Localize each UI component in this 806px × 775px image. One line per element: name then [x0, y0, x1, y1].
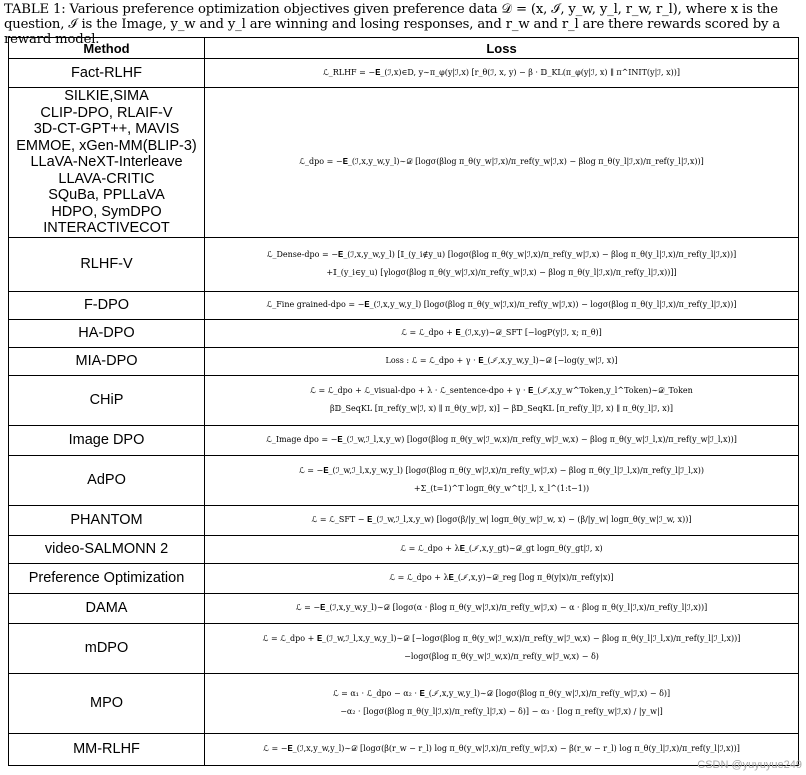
method-cell	[9, 455, 205, 505]
loss-formula-cell	[205, 59, 799, 88]
objectives-table	[8, 37, 799, 766]
method-cell	[9, 733, 205, 765]
method-name: DAMA	[85, 599, 128, 616]
loss-formula-line: ℒ = α₁ · ℒ_dpo − α₂ · 𝐄_(ℐ,x,y_w,y_l)∼𝒟 [logσ(βlog π_θ(y_w|ℐ,x)/π_ref(y_w|ℐ,x) − δ)]	[332, 689, 671, 698]
loss-formula-line: β𝔻_SeqKL [π_ref(y_w|ℐ, x) ∥ π_θ(y_w|ℐ, x)] − β𝔻_SeqKL [π_ref(y_l|ℐ, x) ∥ π_θ(y_l|ℐ, x)]	[329, 404, 674, 413]
method-name: EMMOE, xGen-MM(BLIP-3)	[16, 137, 197, 154]
method-name: video-SALMONN 2	[44, 540, 169, 557]
method-cell	[9, 505, 205, 535]
loss-formula-line: ℒ = −𝐄_(ℐ,x,y_w,y_l)∼𝒟 [logσ(β(r_w − r_l) log π_θ(y_w|ℐ,x)/π_ref(y_w|ℐ,x) − β(r_w − r_l) log π_θ(y_l|ℐ,x)/π_ref(y_l|ℐ,x))]	[263, 744, 740, 753]
loss-formula-cell	[205, 623, 799, 673]
method-cell	[9, 291, 205, 319]
loss-formula-line: ℒ = ℒ_dpo + 𝐄_(ℐ_w,ℐ_l,x,y_w,y_l)∼𝒟 [−logσ(βlog π_θ(y_w|ℐ_w,x)/π_ref(y_w|ℐ_w,x) − βlog π_θ(y_l|ℐ_l,x)/π_ref(y_l|ℐ_l,x))]	[262, 634, 741, 643]
loss-formula-cell	[205, 375, 799, 425]
loss-formula-line: ℒ_Image dpo = −𝐄_(ℐ_w,ℐ_l,x,y_w) [logσ(βlog π_θ(y_w|ℐ_w,x)/π_ref(y_w|ℐ_w,x) − βlog π_θ(y_w|ℐ_l,x)/π_ref(y_w|ℐ_l,x))]	[266, 435, 737, 444]
method-name: RLHF-V	[80, 255, 133, 272]
table-row	[9, 237, 799, 291]
method-name: mDPO	[84, 639, 129, 656]
loss-formula-line: ℒ = ℒ_dpo + 𝐄_(ℐ,x,y)∼𝒟_SFT [−logP(y|ℐ, x; π_θ)]	[401, 328, 602, 337]
loss-formula-cell	[205, 455, 799, 505]
method-cell	[9, 59, 205, 88]
method-name: MM-RLHF	[73, 740, 140, 757]
loss-formula-line: ℒ_Dense-dpo = −𝐄_(ℐ,x,y_w,y_l) [𝕀_(y_i∉y_u) [logσ(βlog π_θ(y_w|ℐ,x)/π_ref(y_w|ℐ,x) − βlog π_θ(y_l|ℐ,x)/π_ref(y_l|ℐ,x))]	[266, 250, 737, 259]
loss-formula-cell	[205, 319, 799, 347]
table-row	[9, 623, 799, 673]
method-cell	[9, 623, 205, 673]
method-name: MPO	[89, 694, 124, 711]
method-name: PHANTOM	[70, 511, 143, 528]
loss-formula-cell	[205, 505, 799, 535]
method-name: SILKIE,SIMA	[64, 88, 149, 104]
method-name: LLaVA-NeXT-Interleave	[30, 154, 183, 170]
table-row	[9, 319, 799, 347]
loss-formula-line: ℒ_RLHF = −𝐄_(ℐ,x)∈D, y∼π_φ(y|ℐ,x) [r_θ(ℐ, x, y) − β · 𝔻_KL(π_φ(y|ℐ, x) ∥ π^INIT(y|ℐ, x))]	[322, 68, 680, 77]
method-cell	[9, 319, 205, 347]
table-row	[9, 593, 799, 623]
loss-formula-line: ℒ_Fine grained-dpo = −𝐄_(ℐ,x,y_w,y_l) [logσ(βlog π_θ(y_w|ℐ,x)/π_ref(y_w|ℐ,x)) − logσ(βlog π_θ(y_l|ℐ,x)/π_ref(y_l|ℐ,x))]	[266, 300, 737, 309]
method-name: 3D-CT-GPT++, MAVIS	[33, 121, 180, 137]
loss-formula-cell	[205, 347, 799, 375]
loss-formula-line: −α₂ · [logσ(βlog π_θ(y_l|ℐ,x)/π_ref(y_l|ℐ,x) − δ)] − α₃ · [log π_ref(y_w|ℐ,x) / |y_w|]	[340, 707, 663, 716]
loss-formula-line: ℒ = −𝐄_(ℐ,x,y_w,y_l)∼𝒟 [logσ(α · βlog π_θ(y_w|ℐ,x)/π_ref(y_w|ℐ,x) − α · βlog π_θ(y_l|ℐ,x)/π_ref(y_l|ℐ,x))]	[295, 603, 708, 612]
table-row	[9, 59, 799, 88]
table-row	[9, 563, 799, 593]
loss-formula-cell	[205, 237, 799, 291]
table-row	[9, 535, 799, 563]
method-cell	[9, 535, 205, 563]
loss-formula-cell	[205, 563, 799, 593]
table-row	[9, 88, 799, 238]
loss-formula-cell	[205, 535, 799, 563]
method-header: Method	[9, 38, 205, 59]
method-name: INTERACTIVECOT	[43, 220, 170, 236]
table-row	[9, 347, 799, 375]
loss-formula-cell	[205, 291, 799, 319]
method-name: Preference Optimization	[28, 569, 185, 586]
loss-formula-line: −logσ(βlog π_θ(y_w|ℐ_w,x)/π_ref(y_w|ℐ_w,x) − δ)	[404, 652, 599, 661]
loss-formula-cell	[205, 673, 799, 733]
table-row	[9, 733, 799, 765]
loss-formula-cell	[205, 88, 799, 238]
loss-formula-cell	[205, 593, 799, 623]
table-row	[9, 375, 799, 425]
method-name: SQuBa, PPLLaVA	[48, 187, 165, 203]
method-cell	[9, 425, 205, 455]
method-cell	[9, 563, 205, 593]
method-name: Fact-RLHF	[71, 64, 142, 81]
method-name: F-DPO	[83, 296, 130, 313]
method-name: HDPO, SymDPO	[51, 203, 162, 220]
method-name: CHiP	[89, 391, 124, 408]
method-cell	[9, 673, 205, 733]
method-cell	[9, 593, 205, 623]
loss-formula-line: ℒ = ℒ_dpo + λ𝐄_(ℐ,x,y_gt)∼𝒟_gt logπ_θ(y_gt|ℐ, x)	[400, 544, 603, 553]
table-row	[9, 505, 799, 535]
loss-formula-line: ℒ = ℒ_dpo + ℒ_visual-dpo + λ · ℒ_sentence-dpo + γ · 𝐄_(ℐ,x,y_w^Token,y_l^Token)∼𝒟_Token	[310, 386, 693, 395]
table-row	[9, 291, 799, 319]
method-name: LLAVA-CRITIC	[58, 170, 155, 187]
table-caption: TABLE 1: Various preference optimization objectives given preference data 𝒟 = (x, ℐ, y_w, y_l, r_w, r_l), where x is the question, ℐ is the Image, y_w and y_l are winning and losing responses, and r_w and r_l are there rewards scored by a reward model.	[4, 2, 781, 47]
loss-formula-line: ℒ_dpo = −𝐄_(ℐ,x,y_w,y_l)∼𝒟 [logσ(βlog π_θ(y_w|ℐ,x)/π_ref(y_w|ℐ,x) − βlog π_θ(y_l|ℐ,x)/π_ref(y_l|ℐ,x))]	[299, 157, 704, 167]
loss-header: Loss	[205, 38, 799, 59]
table-row	[9, 425, 799, 455]
loss-formula-line: ℒ = ℒ_dpo + λ𝐄_(ℐ,x,y)∼𝒟_reg [log π_θ(y|x)/π_ref(y|x)]	[389, 573, 614, 582]
method-name: Image DPO	[68, 431, 145, 448]
method-name: HA-DPO	[78, 324, 135, 341]
method-cell	[9, 237, 205, 291]
method-name: AdPO	[87, 471, 126, 488]
method-name: MIA-DPO	[75, 352, 138, 369]
loss-formula-cell	[205, 425, 799, 455]
method-cell	[9, 375, 205, 425]
table-row	[9, 673, 799, 733]
loss-formula-line: ℒ = ℒ_SFT − 𝐄_(ℐ_w,ℐ_l,x,y_w) [logσ(β/|y_w| logπ_θ(y_w|ℐ_w, x) − (β/|y_w| logπ_θ(y_w|ℐ_w, x))]	[311, 515, 692, 524]
watermark: CSDN @yuyuyue249	[697, 759, 802, 771]
loss-formula-line: Loss : ℒ = ℒ_dpo + γ · 𝐄_(ℐ,x,y_w,y_l)∼𝒟 [−log(y_w|ℐ, x)]	[385, 356, 618, 365]
loss-formula-line: +Σ_(t=1)^T logπ_θ(y_w^t|ℐ_l, x_l^(1:t−1))	[413, 484, 590, 493]
method-name: CLIP-DPO, RLAIF-V	[40, 104, 173, 121]
method-cell	[9, 88, 205, 238]
table-row	[9, 455, 799, 505]
loss-formula-line: ℒ = −𝐄_(ℐ_w,ℐ_l,x,y_w,y_l) [logσ(βlog π_θ(y_w|ℐ,x)/π_ref(y_w|ℐ,x) − βlog π_θ(y_l|ℐ_l,x)/π_ref(y_l|ℐ_l,x))	[298, 466, 705, 475]
method-cell	[9, 347, 205, 375]
loss-formula-line: +𝕀_(y_i∈y_u) [γlogσ(βlog π_θ(y_w|ℐ,x)/π_ref(y_w|ℐ,x) − βlog π_θ(y_l|ℐ,x)/π_ref(y_l|ℐ,x))]]	[326, 268, 677, 277]
header-row	[9, 38, 799, 59]
